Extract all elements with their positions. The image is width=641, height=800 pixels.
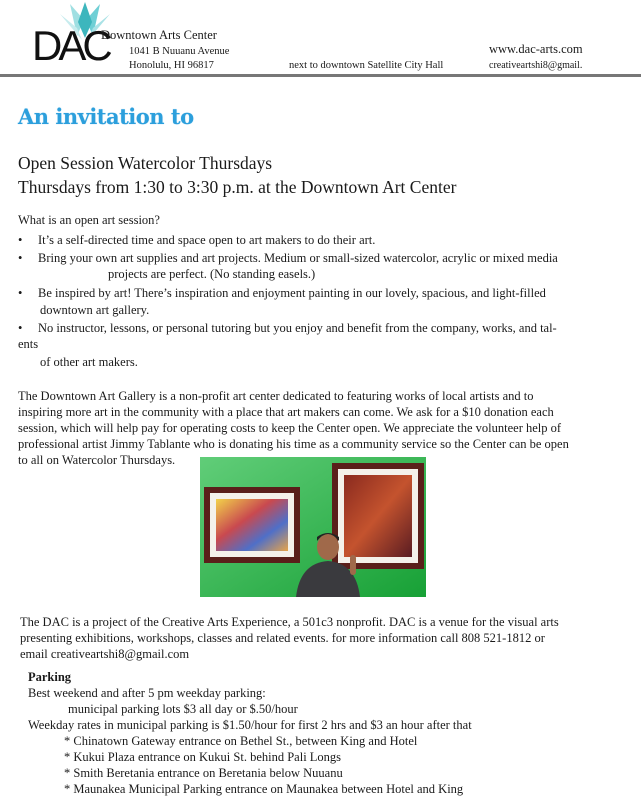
para2-line: The DAC is a project of the Creative Arts Experience, a 501c3 nonprofit. DAC is a venue for the visual arts xyxy=(20,615,559,629)
bullet-marker: • xyxy=(18,233,23,247)
header-email-link[interactable]: creativeartshi8@gmail. xyxy=(489,60,583,71)
website-link[interactable]: www.dac-arts.com xyxy=(489,42,583,56)
address-line-1: 1041 B Nuuanu Avenue xyxy=(129,46,230,57)
bullet-marker: • xyxy=(18,286,23,300)
parking-location: * Smith Beretania entrance on Beretania below Nuuanu xyxy=(64,766,343,780)
bullet-4-line-1: No instructor, lessons, or personal tutoring but you enjoy and benefit from the company, works, and tal- xyxy=(38,321,557,335)
parking-location: * Kukui Plaza entrance on Kukui St. behind Pali Longs xyxy=(64,750,342,764)
para1-line: session, which will help pay for operating costs to keep the Center open. We appreciate the volunteer help of xyxy=(18,421,562,435)
para1-line: to all on Watercolor Thursdays. xyxy=(18,453,176,467)
para1-line: inspiring more art in the community with a place that art makers can come. We ask for a $10 donation each xyxy=(18,405,554,419)
bullet-4-line-2: ents xyxy=(18,337,39,351)
address-note: next to downtown Satellite City Hall xyxy=(289,60,444,71)
parking-heading: Parking xyxy=(28,670,72,684)
parking-line: Weekday rates in municipal parking is $1.50/hour for first 2 hrs and $3 an hour after that xyxy=(28,718,472,732)
description-paragraph xyxy=(18,388,618,468)
bullet-marker: • xyxy=(18,321,23,335)
bullet-3-line-1: Be inspired by art! There’s inspiration and enjoyment painting in our lovely, spacious, and light-filled xyxy=(38,286,546,300)
bullet-2-line-1: Bring your own art supplies and art projects. Medium or small-sized watercolor, acrylic or mixed media xyxy=(38,251,558,265)
para2-line: email creativeartshi8@gmail.com xyxy=(20,647,190,661)
parking-line: Best weekend and after 5 pm weekday parking: xyxy=(28,686,266,700)
org-name: Downtown Arts Center xyxy=(101,28,217,42)
parking-location: * Chinatown Gateway entrance on Bethel St., between King and Hotel xyxy=(64,734,418,748)
subtitle-schedule: Thursdays from 1:30 to 3:30 p.m. at the Downtown Art Center xyxy=(18,177,457,197)
para1-line: professional artist Jimmy Tablante who is donating his time as a community service so the Center can be open xyxy=(18,437,569,451)
artist-photo xyxy=(200,457,426,597)
bullet-1: It’s a self-directed time and space open to art makers to do their art. xyxy=(38,233,376,247)
logo-lettering: DAC xyxy=(32,22,109,68)
subtitle-event: Open Session Watercolor Thursdays xyxy=(18,153,273,173)
page-title: An invitation to xyxy=(18,104,194,129)
bullet-marker: • xyxy=(18,251,23,265)
bullet-2-line-2: projects are perfect. (No standing easels.) xyxy=(108,267,316,281)
para2-line: presenting exhibitions, workshops, classes and related events. for more information call 808 521-1812 or xyxy=(20,631,545,645)
address-line-2: Honolulu, HI 96817 xyxy=(129,60,214,71)
bullet-4-line-3: of other art makers. xyxy=(40,355,138,369)
parking-line: municipal parking lots $3 all day or $.50/hour xyxy=(68,702,298,716)
para1-line: The Downtown Art Gallery is a non-profit art center dedicated to featuring works of local artists and to xyxy=(18,389,534,403)
header-divider xyxy=(0,74,641,77)
bullet-3-line-2: downtown art gallery. xyxy=(40,303,150,317)
question-heading: What is an open art session? xyxy=(18,213,160,227)
about-paragraph xyxy=(20,614,620,662)
parking-location: * Maunakea Municipal Parking entrance on Maunakea between Hotel and King xyxy=(64,782,464,796)
